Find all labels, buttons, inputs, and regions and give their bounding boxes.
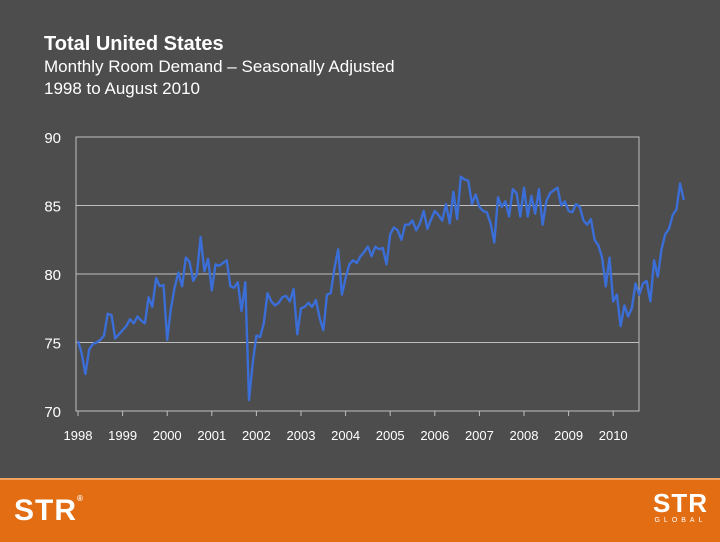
x-tick-label: 2004: [331, 428, 361, 443]
x-tick-label: 2009: [554, 428, 584, 443]
str-logo: [14, 494, 84, 528]
x-tick-label: 2003: [286, 428, 316, 443]
x-tick-label: 2000: [152, 428, 182, 443]
x-tick-label: 2010: [598, 428, 628, 443]
x-tick-label: 2008: [509, 428, 539, 443]
x-tick-label: 2001: [197, 428, 227, 443]
str-global-logo: [653, 490, 708, 526]
room-demand-series-line: [78, 177, 684, 400]
x-tick-label: 2007: [464, 428, 494, 443]
chart-subtitle: Monthly Room Demand – Seasonally Adjusted: [44, 57, 395, 76]
y-tick-label: 70: [44, 404, 61, 421]
x-tick-label: 1999: [108, 428, 138, 443]
x-tick-label: 2002: [241, 428, 271, 443]
footer-bar: [0, 478, 720, 542]
y-tick-label: 75: [44, 335, 61, 353]
str-logo-text: STR: [14, 494, 77, 527]
x-tick-label: 2006: [420, 428, 450, 443]
y-tick-label: 80: [44, 267, 61, 284]
y-tick-label: 85: [44, 198, 61, 216]
y-tick-label: 90: [44, 130, 61, 147]
chart-title: Total United States: [44, 33, 224, 55]
registered-mark: ®: [77, 494, 84, 503]
x-tick-label: 2005: [375, 428, 405, 443]
str-global-logo-text: STR: [653, 488, 708, 518]
x-tick-label: 1998: [63, 428, 93, 443]
str-global-logo-subtext: GLOBAL: [654, 517, 707, 524]
chart-date-range: 1998 to August 2010: [44, 79, 200, 98]
